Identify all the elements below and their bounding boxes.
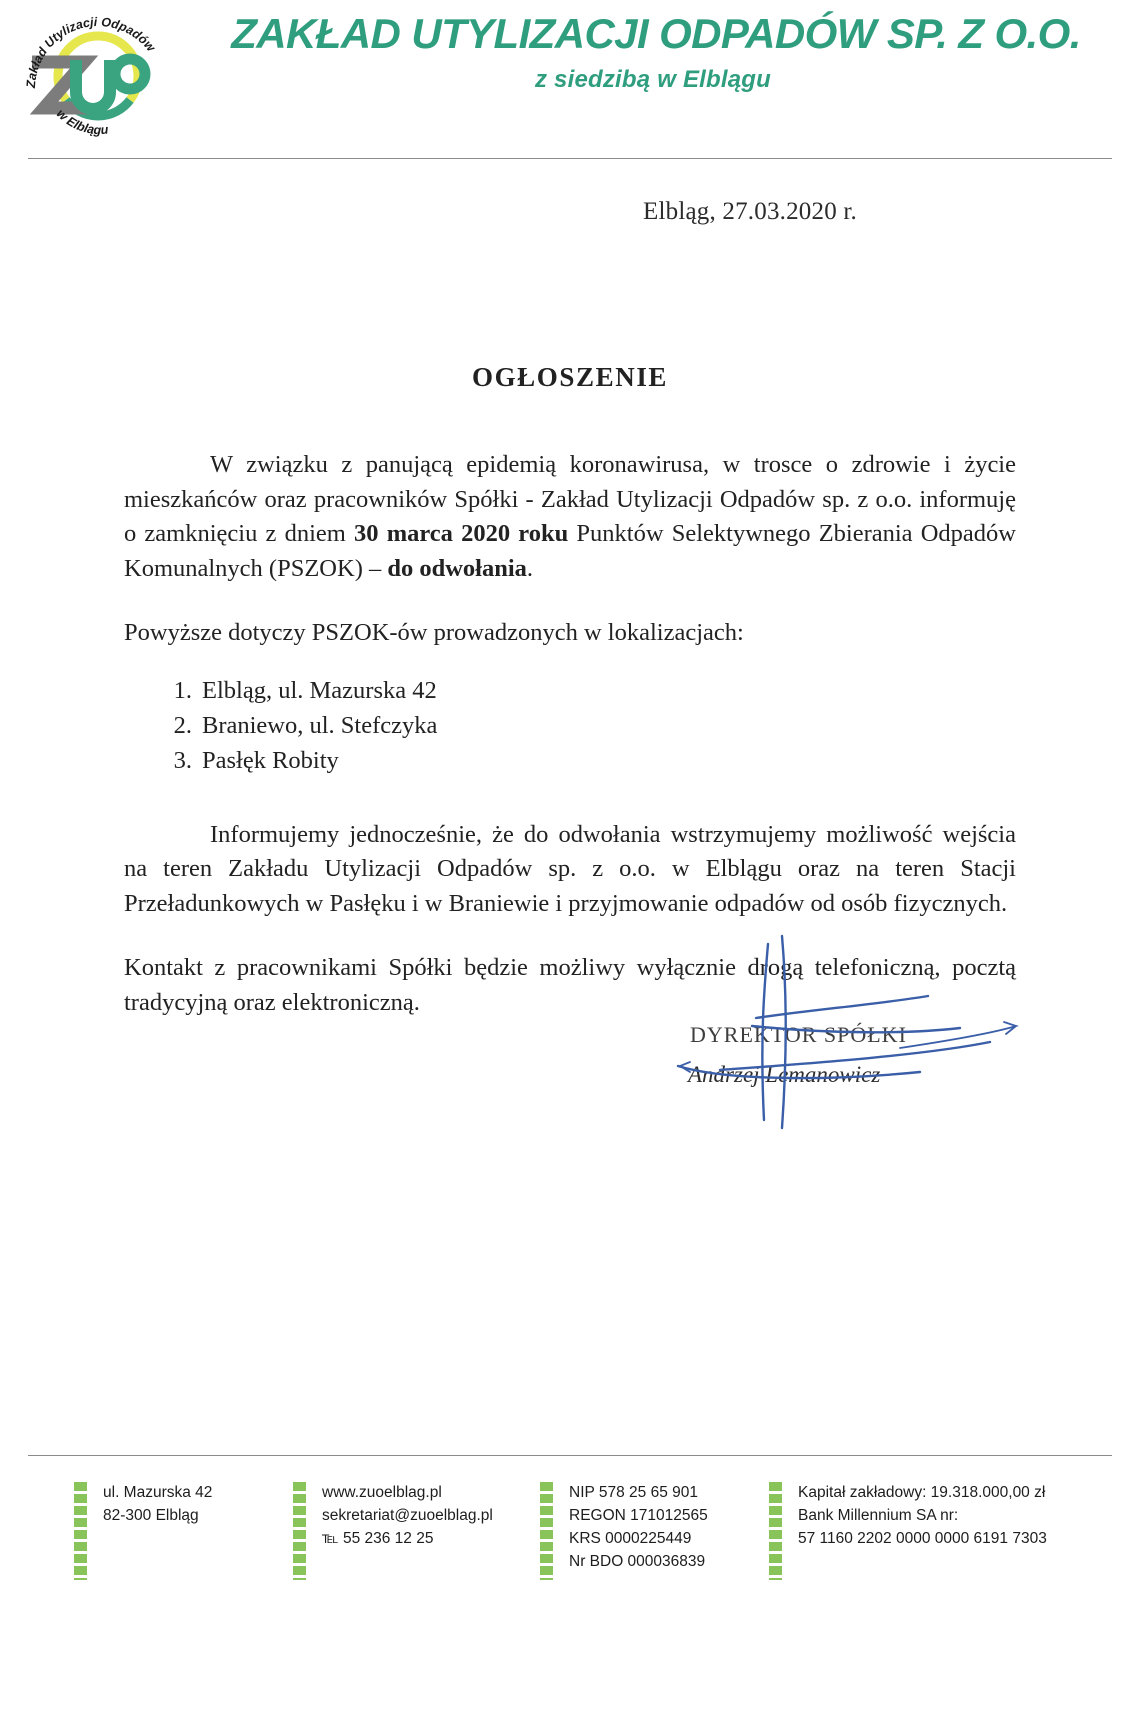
list-item-number: 1. (173, 676, 192, 704)
paragraph-1-part-a: W związku z panującą epidemią koronawirusa, w trosce o zdrowie i życie mieszkańców oraz pracowników Spółki - Zakład Utylizacji Odpadów sp. z o.o. informuję o zamknięciu z dniem (124, 451, 1016, 547)
logo-arc-top-text: Zakład Utylizacji Odpadów (23, 14, 158, 89)
list-item (173, 673, 1016, 708)
letterhead-text (186, 0, 1140, 94)
footer-line: NIP 578 25 65 901 (569, 1484, 698, 1501)
footer (74, 1481, 1074, 1580)
spacer (124, 586, 1016, 616)
zuo-logo-icon (14, 4, 186, 144)
footer-column-address (103, 1481, 293, 1527)
document-title: OGŁOSZENIE (471, 362, 669, 392)
footer-accent-bar (769, 1482, 782, 1580)
footer-divider (28, 1455, 1112, 1456)
company-logo (14, 4, 186, 144)
list-item (173, 743, 1016, 778)
footer-phone: ℡ 55 236 12 25 (322, 1530, 434, 1547)
paragraph-1-part-c: . (526, 554, 534, 582)
header-divider (28, 158, 1112, 159)
logo-arc-bottom-text: w Elblągu (53, 106, 109, 138)
list-item-number: 3. (173, 746, 192, 774)
spacer (124, 778, 1016, 818)
footer-accent-bar (74, 1482, 87, 1580)
signature-block (660, 930, 1090, 1160)
footer-line: ul. Mazurska 42 (103, 1484, 213, 1501)
letterhead (0, 0, 1140, 152)
list-item-label: Braniewo, ul. Stefczyka (202, 711, 438, 739)
footer-line: 82-300 Elbląg (103, 1507, 199, 1524)
company-name: ZAKŁAD UTYLIZACJI ODPADÓW SP. Z O.O. (231, 10, 1081, 57)
footer-column-banking (798, 1481, 1108, 1550)
footer-column-contact (322, 1481, 540, 1550)
paragraph-1-bold-date: 30 marca 2020 roku (354, 520, 569, 547)
pszok-location-list (124, 673, 1016, 778)
footer-email-link[interactable]: sekretariat@zuoelblag.pl (322, 1507, 493, 1524)
footer-accent-bar (540, 1482, 553, 1580)
paragraph-1-part-b: Punktów Selektywnego Zbierania Odpadów Komunalnych (PSZOK) – (124, 520, 1016, 582)
footer-line: Kapitał zakładowy: 19.318.000,00 zł (798, 1484, 1046, 1501)
footer-column-registry (569, 1481, 769, 1573)
footer-line: KRS 0000225449 (569, 1530, 692, 1547)
signature-name: Andrzej Lemanowicz (688, 1062, 881, 1087)
spacer (124, 651, 1016, 673)
list-item-label: Elbląg, ul. Mazurska 42 (202, 676, 437, 704)
footer-line: Nr BDO 000036839 (569, 1553, 706, 1570)
footer-accent-bar (293, 1482, 306, 1580)
paragraph-site-access: Informujemy jednocześnie, że do odwołania wstrzymujemy możliwość wejścia na teren Zakładu Utylizacji Odpadów sp. z o.o. w Elblągu oraz na teren Stacji Przeładunkowych w Pasłęku i w Braniewie i przyjmowanie odpadów od osób fizycznych. (124, 820, 1016, 917)
paragraph-contact: Kontakt z pracownikami Spółki będzie możliwy wyłącznie drogą telefoniczną, pocztą tradycyjną oraz elektroniczną. (124, 954, 1016, 1016)
paragraph-1-bold-tail: do odwołania (387, 554, 527, 582)
paragraph-announcement (124, 448, 1016, 586)
date-line: Elbląg, 27.03.2020 r. (643, 198, 857, 225)
footer-line: REGON 171012565 (569, 1507, 708, 1524)
footer-line: Bank Millennium SA nr: (798, 1507, 959, 1524)
handwritten-signature-icon (660, 930, 1090, 1160)
list-item-number: 2. (173, 711, 192, 739)
footer-line: 57 1160 2202 0000 0000 6191 7303 (798, 1530, 1047, 1547)
list-item-label: Pasłęk Robity (202, 746, 339, 774)
paragraph-locations-intro: Powyższe dotyczy PSZOK-ów prowadzonych w lokalizacjach: (124, 619, 744, 646)
list-item (173, 708, 1016, 743)
signature-title: DYREKTOR SPÓŁKI (690, 1022, 907, 1047)
company-subtitle: z siedzibą w Elblągu (534, 65, 772, 93)
footer-website-link[interactable]: www.zuoelblag.pl (322, 1484, 442, 1501)
